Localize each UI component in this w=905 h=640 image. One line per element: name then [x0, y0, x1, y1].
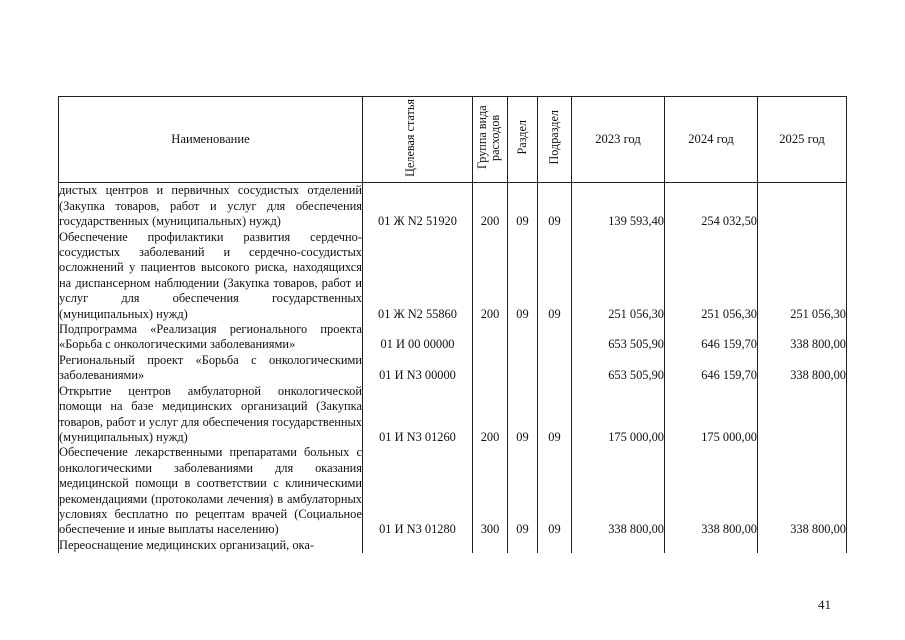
header-2024: 2024 год [665, 97, 758, 183]
row-group: 200 [473, 183, 508, 230]
header-2023: 2023 год [572, 97, 665, 183]
header-section [508, 97, 538, 183]
header-name: Наименование [59, 97, 363, 183]
row-group [473, 538, 508, 553]
table-row [59, 230, 847, 322]
header-group-label: Группа вида расходов [475, 105, 502, 170]
row-2025: 338 800,00 [758, 353, 847, 384]
row-2023: 175 000,00 [572, 384, 665, 446]
row-name: Обеспечение лекарственными препаратами больных с онкологическими заболеваниями для оказания медицинской помощи в соответствии с клиническими рекомендациями (протоколами лечения) в амбулаторных условиях бесплатно по рецептам врачей (Социальное обеспечение и иные выплаты населению) [59, 445, 362, 537]
row-2024 [665, 538, 758, 553]
row-name: Открытие центров амбулаторной онкологической помощи на базе медицинских организаций (Закупка товаров, работ и услуг для обеспечения государственных (муниципальных) нужд) [59, 383, 362, 444]
header-group [473, 97, 508, 183]
row-target-code [363, 538, 473, 553]
row-name: Переоснащение медицинских организаций, ока- [59, 538, 363, 553]
row-2025 [758, 538, 847, 553]
header-section-label: Раздел [515, 120, 529, 155]
row-2024: 254 032,50 [665, 183, 758, 230]
row-section: 09 [508, 230, 538, 322]
table-row [59, 445, 847, 537]
table-row [59, 183, 847, 230]
table-row [59, 538, 847, 553]
table-header-row [59, 97, 847, 183]
row-2023: 653 505,90 [572, 322, 665, 353]
row-target-code: 01 Ж N2 55860 [363, 230, 473, 322]
header-subsection-label: Подраздел [547, 110, 561, 165]
row-section: 09 [508, 183, 538, 230]
table-row [59, 384, 847, 446]
table-row [59, 353, 847, 384]
row-name: Обеспечение профилактики развития сердечно-сосудистых заболеваний и сердечно-сосудистых осложнений у пациентов высокого риска, находящихся на диспансерном наблюдении (Закупка товаров, работ и услуг для обеспечения государственных (муниципальных) нужд) [59, 229, 362, 321]
row-2024: 175 000,00 [665, 384, 758, 446]
row-group: 200 [473, 230, 508, 322]
row-2025 [758, 384, 847, 446]
header-2025: 2025 год [758, 97, 847, 183]
row-name: Региональный проект «Борьба с онкологическими заболеваниями» [59, 352, 362, 383]
row-section [508, 322, 538, 353]
row-2023: 251 056,30 [572, 230, 665, 322]
row-2023: 338 800,00 [572, 445, 665, 537]
row-2025: 338 800,00 [758, 445, 847, 537]
row-group [473, 353, 508, 384]
row-2025: 251 056,30 [758, 230, 847, 322]
row-2024: 646 159,70 [665, 353, 758, 384]
row-subsection [538, 538, 572, 553]
row-subsection [538, 322, 572, 353]
row-target-code: 01 И 00 00000 [363, 322, 473, 353]
row-2023: 653 505,90 [572, 353, 665, 384]
row-section [508, 538, 538, 553]
row-2023: 139 593,40 [572, 183, 665, 230]
row-2024: 338 800,00 [665, 445, 758, 537]
row-name: Подпрограмма «Реализация регионального проекта «Борьба с онкологическими заболеваниями» [59, 322, 362, 352]
table-row [59, 322, 847, 353]
header-target-label: Целевая статья [402, 98, 417, 177]
row-section: 09 [508, 445, 538, 537]
header-subsection [538, 97, 572, 183]
row-section [508, 353, 538, 384]
row-subsection [538, 353, 572, 384]
row-2025: 338 800,00 [758, 322, 847, 353]
row-group [473, 322, 508, 353]
row-target-code: 01 И N3 01260 [363, 384, 473, 446]
row-2024: 646 159,70 [665, 322, 758, 353]
budget-table [58, 96, 847, 553]
row-group: 300 [473, 445, 508, 537]
row-target-code: 01 И N3 00000 [363, 353, 473, 384]
row-subsection: 09 [538, 384, 572, 446]
row-name: дистых центров и первичных сосудистых отделений (Закупка товаров, работ и услуг для обеспечения государственных (муниципальных) нужд) [59, 183, 362, 229]
row-section: 09 [508, 384, 538, 446]
header-target [363, 97, 473, 183]
row-subsection: 09 [538, 183, 572, 230]
row-target-code: 01 И N3 01280 [363, 445, 473, 537]
row-target-code: 01 Ж N2 51920 [363, 183, 473, 230]
row-2024: 251 056,30 [665, 230, 758, 322]
row-2023 [572, 538, 665, 553]
page-number: 41 [818, 597, 831, 612]
row-subsection: 09 [538, 445, 572, 537]
row-subsection: 09 [538, 230, 572, 322]
row-2025 [758, 183, 847, 230]
row-group: 200 [473, 384, 508, 446]
